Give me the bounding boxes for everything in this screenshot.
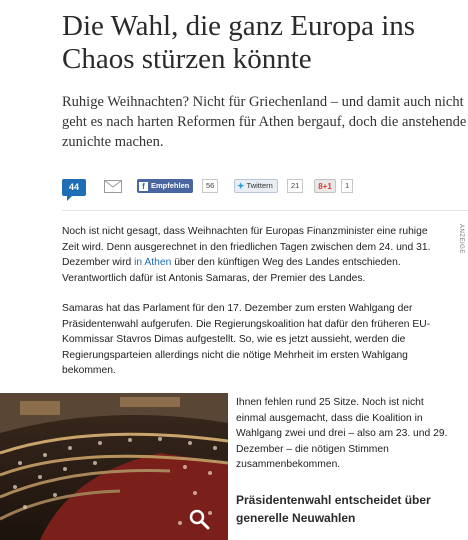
title-line: Die Wahl, die ganz Europa ins	[62, 10, 416, 42]
ad-label: ANZEIGE	[458, 224, 464, 254]
facebook-count: 56	[202, 179, 218, 193]
paragraph-line: Dezember – die nötigen Stimmen	[236, 443, 389, 455]
paragraph-line: Wahlgang zwei und drei – also am 23. und 29.	[236, 428, 448, 439]
lead-line: geht es nach harten Reformen für Athen bergauf, doch die anstehende	[62, 114, 467, 130]
comment-count-button[interactable]: 44	[62, 179, 86, 196]
lead-line: zunichte machen.	[62, 134, 164, 150]
paragraph-2	[62, 301, 462, 379]
paragraph-line: Ihnen fehlen rund 25 Sitze. Noch ist nicht	[236, 397, 424, 408]
paragraph-line: Regierungsparteien allerdings nicht die nötige Mehrheit im ersten Wahlgang	[62, 349, 408, 361]
facebook-recommend-label: Empfehlen	[151, 181, 190, 190]
text-span: Dezember wird	[62, 257, 135, 268]
paragraph-1	[62, 224, 462, 286]
title-line: Chaos stürzen könnte	[62, 43, 312, 75]
facebook-icon: f	[139, 182, 148, 191]
article-lead	[62, 92, 468, 152]
paragraph-line	[62, 255, 462, 271]
share-bar	[62, 176, 462, 206]
twitter-count: 21	[287, 179, 303, 193]
facebook-recommend-button[interactable]	[137, 179, 193, 193]
mail-icon[interactable]	[104, 180, 122, 193]
paragraph-line: einmal ausgemacht, dass die Koalition in	[236, 412, 423, 424]
paragraph-line: bekommen.	[62, 365, 116, 376]
gplus-count: 1	[341, 179, 353, 193]
athen-link[interactable]: in Athen	[134, 257, 172, 268]
paragraph-line: Präsidentenwahl aufgerufen. Die Regierungskoalition hat dafür den früheren EU-	[62, 318, 431, 330]
gplus-button[interactable]: 8+1	[314, 179, 336, 193]
subheading-line: generelle Neuwahlen	[236, 511, 356, 525]
lead-line: Ruhige Weihnachten? Nicht für Griechenland – und damit auch nicht	[62, 94, 464, 110]
twitter-button[interactable]	[234, 179, 278, 193]
magnify-icon[interactable]	[188, 508, 210, 530]
subheading-line: Präsidentenwahl entscheidet über	[236, 493, 431, 507]
twitter-label: Twittern	[246, 181, 273, 190]
side-paragraph	[236, 395, 468, 473]
divider	[62, 210, 468, 211]
text-span: über den künftigen Weg des Landes entschieden.	[171, 257, 401, 268]
paragraph-line: Samaras hat das Parlament für den 17. Dezember zum ersten Wahlgang der	[62, 303, 413, 314]
paragraph-line: Verantwortlich dafür ist Antonis Samaras, der Premier des Landes.	[62, 272, 366, 284]
paragraph-line: Zeit wird. Denn ausgerechnet in den friedlichen Tagen zwischen dem 24. und 31.	[62, 241, 431, 253]
twitter-icon: ✦	[237, 181, 245, 191]
article-title	[62, 10, 462, 76]
paragraph-line: zusammenbekommen.	[236, 459, 341, 470]
paragraph-line: Kommissar Stavros Dimas aufgestellt. So, wie es jetzt aussieht, werden die	[62, 334, 406, 345]
section-subheading	[236, 491, 468, 527]
paragraph-line: Noch ist nicht gesagt, dass Weihnachten für Europas Finanzminister eine ruhige	[62, 226, 428, 237]
